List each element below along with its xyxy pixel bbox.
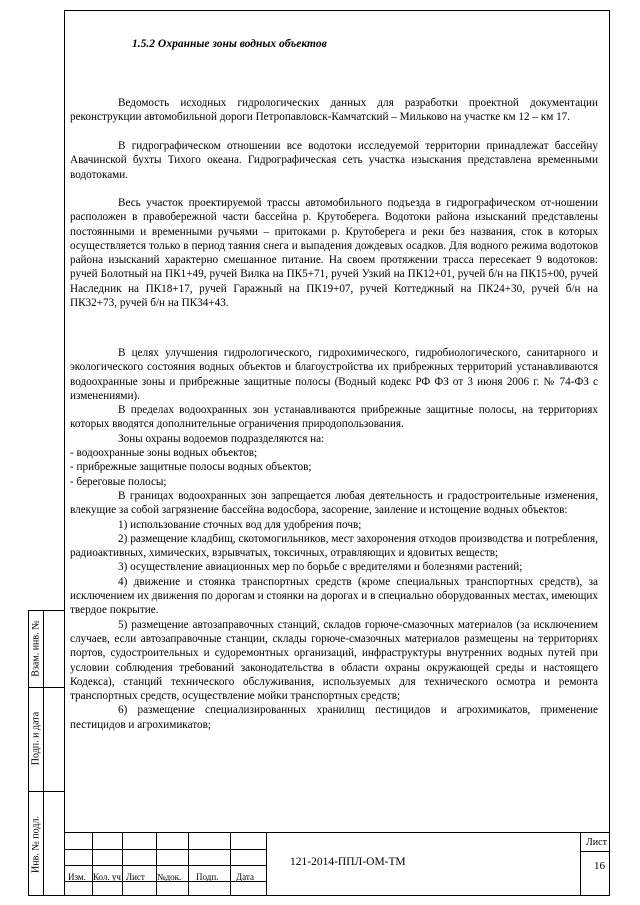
tb-rule <box>64 865 266 866</box>
paragraph-7: В границах водоохранных зон запрещается любая деятельность и градостроительные изменения, влекущие за собой загрязнение бассейна водосбора, засорение, заиление и истощение водных объектов: <box>70 489 598 517</box>
paragraph-5: В пределах водоохранных зон устанавливаются прибрежные защитные полосы, на территориях которых вводятся дополнительные ограничения природопользования. <box>70 404 598 431</box>
rule-4: 4) движение и стоянка транспортных средств (кроме специальных транспортных средств), за исключением их движения по дорогам и стоянки на дорогах и в специально оборудованных местах, имеющих твердое покрытие. <box>70 575 598 617</box>
sheet-number: 16 <box>594 860 605 872</box>
list-item-2: - прибрежные защитные полосы водных объектов; <box>70 461 312 474</box>
vzam-inv-label: Взам. инв. № <box>30 620 42 677</box>
section-heading: 1.5.2 Охранные зоны водных объектов <box>132 38 327 50</box>
col-data: Дата <box>236 872 254 882</box>
rule-6: 6) размещение специализированных хранилищ пестицидов и агрохимикатов, применение пестицидов и агрохимикатов; <box>70 704 598 731</box>
col-kol-uch: Кол. уч <box>93 872 121 882</box>
side-stamp-rule <box>29 791 64 792</box>
paragraph-3: Весь участок проектируемой трассы автомобильного подъезда в гидрографическом от-ношении расположен в правобережной части бассейна р. Крутоберега. Водотоки района изысканий представлены постоянными и временными ручьями – притоками р. Крутоберега и реки без названия, сток в которых осуществляется только в период таяния снега и выпадения дождевых осадков. Для водного режима водотоков района изысканий характерно смешанное питание. На своем протяжении трасса пересекает 9 водотоков: ручей Болотный на ПК1+49, ручей Вилка на ПК5+71, ручей Узкий на ПК12+01, ручей б/н на ПК15+00, ручей Наследник на ПК18+17, ручей Гаражный на ПК19+07, ручей Коттеджный на ПК24+30, ручей б/н на ПК32+73, ручей б/н на ПК34+43. <box>70 197 598 310</box>
rule-2: 2) размещение кладбищ, скотомогильников, мест захоронения отходов производства и потребления, радиоактивных, химических, взрывчатых, токсичных, отравляющих и ядовитых веществ; <box>70 532 598 560</box>
list-item-3: - береговые полосы; <box>70 475 167 488</box>
tb-rule <box>64 849 266 850</box>
side-stamp <box>28 610 64 896</box>
paragraph-1: Ведомость исходных гидрологических данных для разработки проектной документации реконструкции автомобильной дороги Петропавловск-Камчатский – Мильково на участке км 12 – км 17. <box>70 97 598 124</box>
tb-rule <box>580 851 610 852</box>
col-ndok: №док. <box>157 872 182 882</box>
rule-1: 1) использование сточных вод для удобрения почв; <box>118 518 362 531</box>
paragraph-2: В гидрографическом отношении все водотоки исследуемой территории принадлежат бассейну Авачинской бухты Тихого океана. Гидрографическая сеть участка изыскания представлена временными водотоками. <box>70 140 598 181</box>
col-list: Лист <box>126 872 145 882</box>
tb-divider <box>266 833 267 896</box>
inv-podl-label: Инв. № подл. <box>30 816 42 873</box>
col-izm: Изм. <box>68 872 86 882</box>
side-stamp-divider <box>43 611 44 895</box>
list-item-1: - водоохранные зоны водных объектов; <box>70 447 258 460</box>
rule-3: 3) осуществление авиационных мер по борьбе с вредителями и болезнями растений; <box>118 561 523 574</box>
paragraph-4: В целях улучшения гидрологического, гидрохимического, гидробиологического, санитарного и экологического состояния водных объектов и благоустройства их прибрежных территорий устанавливаются водоохранные зоны и прибрежные защитные полосы (Водный кодекс РФ ФЗ от 3 июня 2006 г. № 74-ФЗ с изменениями). <box>70 347 598 402</box>
tb-divider <box>580 833 581 896</box>
rule-5: 5) размещение автозаправочных станций, складов горюче-смазочных материалов (за исключением случаев, если автозаправочные станции, склады горюче-смазочных материалов размещены на территориях портов, судостроительных и судоремонтных организаций, инфраструктуры внутренних водных путей при условии соблюдения требований законодательства в области охраны окружающей среды и настоящего Кодекса), станций технического обслуживания, используемых для технического осмотра и ремонта транспортных средств, осуществление мойки транспортных средств; <box>70 618 598 703</box>
side-stamp-rule <box>29 687 64 688</box>
paragraph-6: Зоны охраны водоемов подразделяются на: <box>118 432 325 445</box>
col-podp: Подп. <box>196 872 219 882</box>
sheet-label: Лист <box>586 837 607 848</box>
body-block <box>70 346 598 732</box>
document-code: 121-2014-ППЛ-ОМ-ТМ <box>290 856 406 868</box>
podp-data-label: Подп. и дата <box>30 711 42 766</box>
